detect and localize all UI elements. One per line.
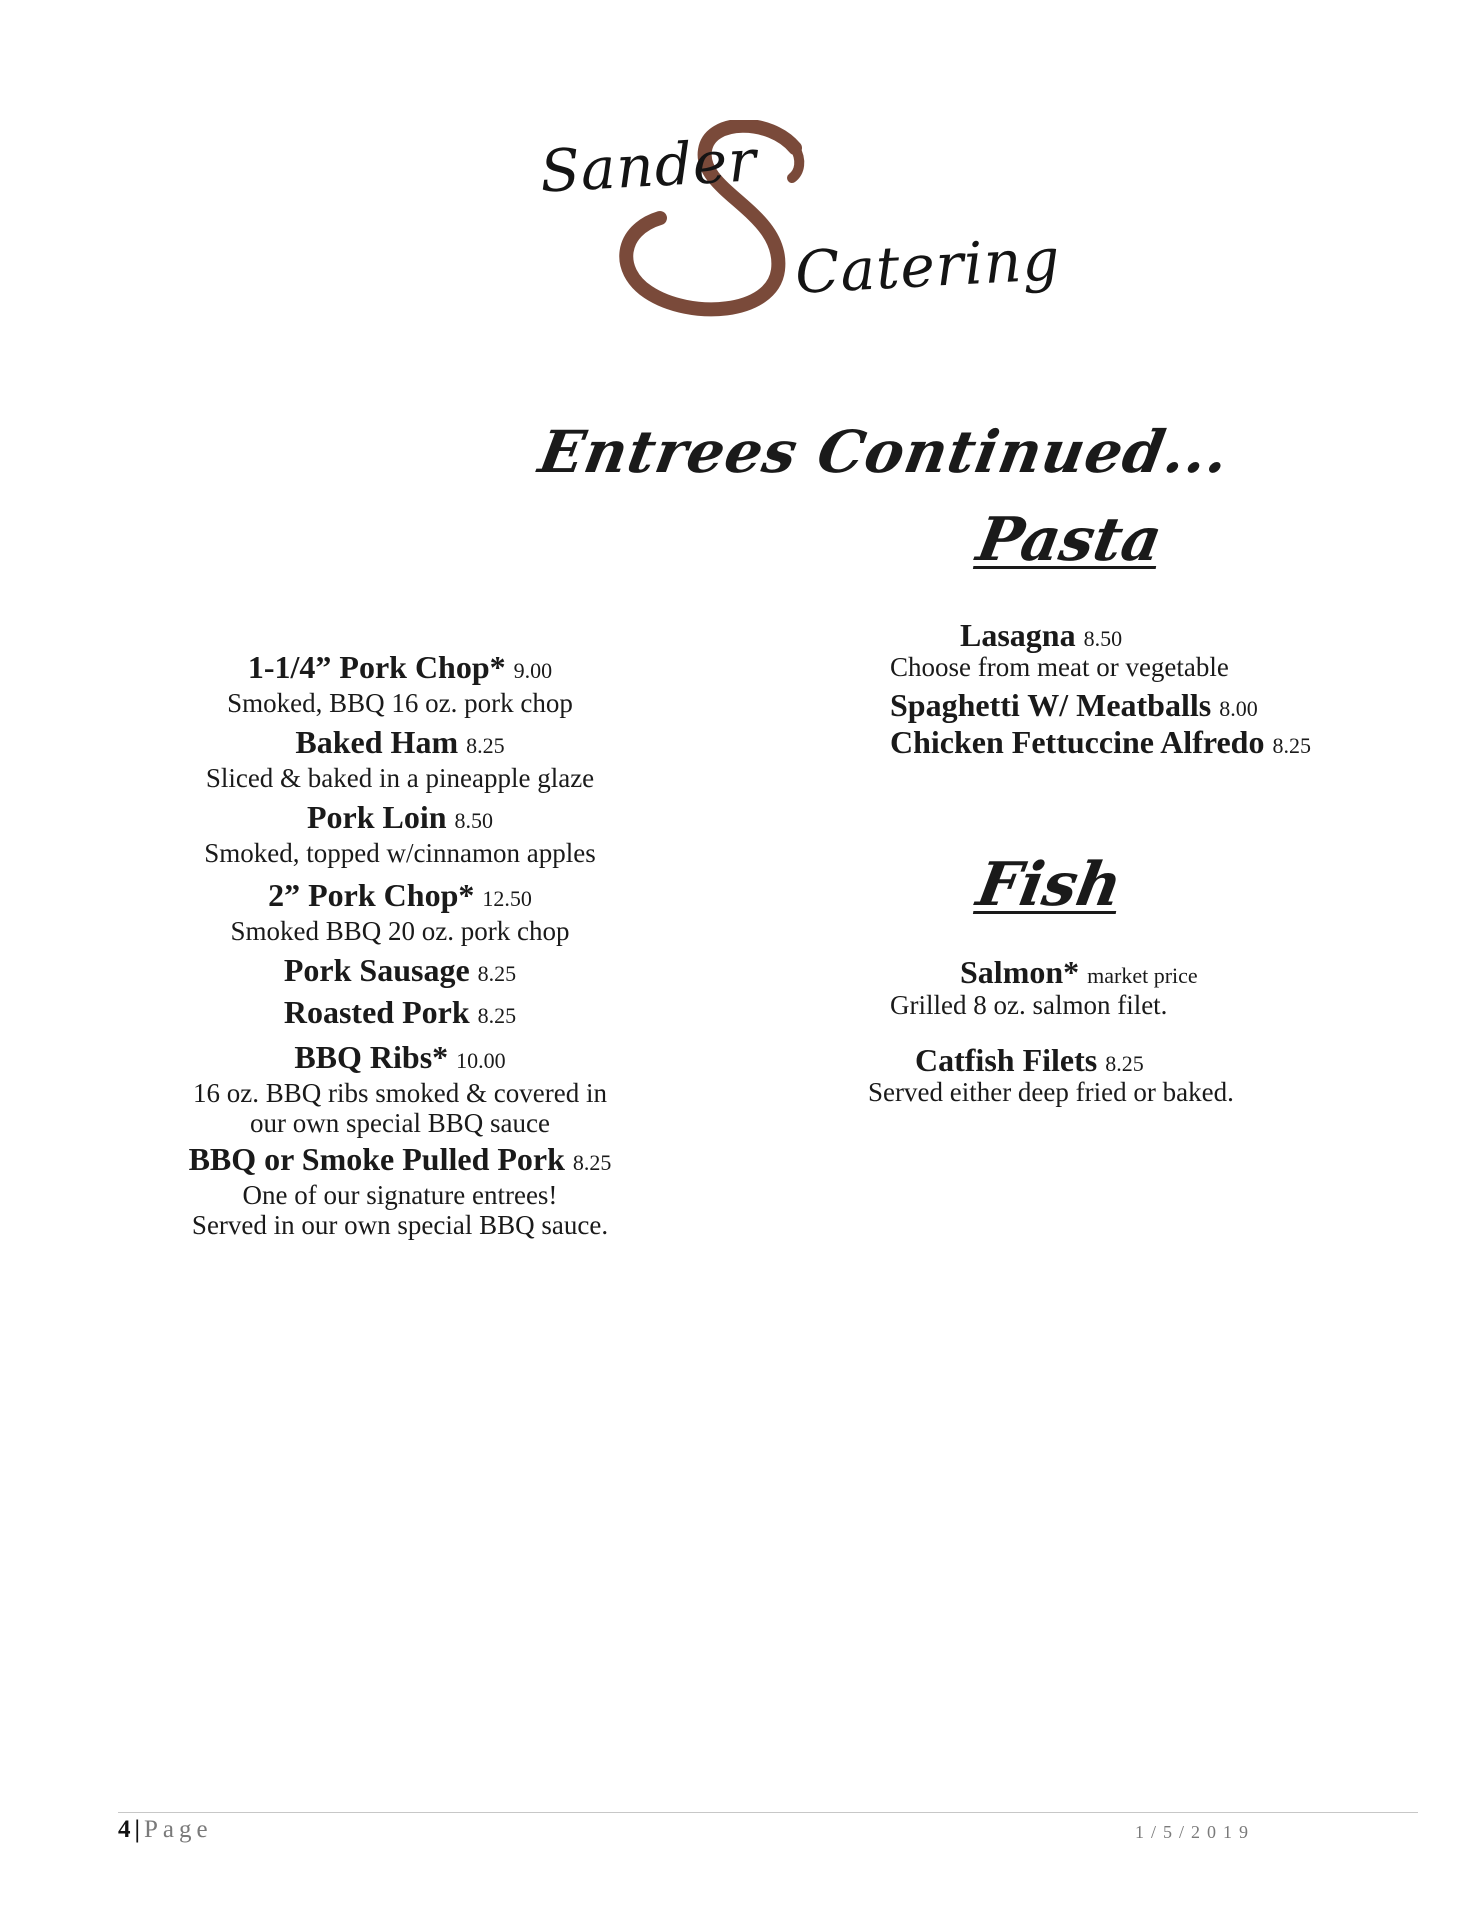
- menu-item: [960, 618, 1122, 656]
- item-description: Grilled 8 oz. salmon filet.: [890, 990, 1168, 1020]
- logo-word-sander: Sander: [538, 126, 759, 206]
- menu-item: [120, 1142, 680, 1240]
- item-price: 8.25: [572, 1150, 612, 1175]
- item-description: Smoked BBQ 20 oz. pork chop: [230, 916, 570, 946]
- item-price: 8.25: [1272, 733, 1311, 758]
- item-name: Salmon*: [960, 954, 1080, 990]
- item-description: Choose from meat or vegetable: [890, 652, 1229, 682]
- menu-item: [960, 955, 1198, 993]
- section-heading-pasta: Pasta: [971, 505, 1167, 575]
- item-description: One of our signature entrees!: [242, 1180, 558, 1210]
- section-heading-fish: Fish: [971, 850, 1127, 920]
- menu-item-description: [890, 990, 1167, 1020]
- item-description: Smoked, topped w/cinnamon apples: [204, 838, 596, 868]
- item-price: 9.00: [513, 658, 553, 683]
- menu-item: [120, 725, 680, 793]
- item-price: 8.00: [1219, 696, 1258, 721]
- menu-item: [120, 800, 680, 868]
- menu-item-description: [890, 652, 1229, 682]
- item-name: Chicken Fettuccine Alfredo: [890, 724, 1265, 760]
- item-price: 8.25: [477, 961, 517, 986]
- item-name: Baked Ham: [295, 724, 459, 760]
- page-separator: |: [134, 1816, 141, 1843]
- menu-item: [915, 1043, 1144, 1081]
- item-description: our own special BBQ sauce: [250, 1108, 550, 1138]
- footer-page-number: [118, 1816, 213, 1844]
- logo-word-catering: Catering: [793, 225, 1062, 307]
- item-price: 12.50: [482, 886, 532, 911]
- menu-item: [890, 688, 1258, 726]
- item-description: 16 oz. BBQ ribs smoked & covered in: [193, 1078, 607, 1108]
- item-name: Lasagna: [960, 617, 1076, 653]
- item-price: 8.25: [466, 733, 505, 758]
- item-price: 8.25: [1105, 1051, 1144, 1076]
- footer-date: 1/5/2019: [1135, 1822, 1256, 1842]
- item-name: BBQ or Smoke Pulled Pork: [188, 1141, 565, 1177]
- menu-item: [120, 878, 680, 946]
- item-description: Served either deep fried or baked.: [868, 1077, 1234, 1107]
- item-name: 2” Pork Chop*: [268, 877, 475, 913]
- menu-item-description: [868, 1077, 1234, 1107]
- page-label: Page: [144, 1816, 213, 1843]
- item-price: 8.50: [1083, 626, 1123, 651]
- item-price: market price: [1087, 963, 1198, 988]
- menu-item: [890, 725, 1311, 763]
- menu-item: [120, 953, 680, 991]
- item-name: Pork Loin: [306, 799, 447, 835]
- item-name: Spaghetti W/ Meatballs: [890, 687, 1212, 723]
- menu-item: [120, 650, 680, 718]
- item-name: BBQ Ribs*: [294, 1039, 449, 1075]
- item-price: 8.25: [477, 1003, 517, 1028]
- item-price: 10.00: [456, 1048, 506, 1073]
- item-description: Served in our own special BBQ sauce.: [191, 1210, 609, 1240]
- item-description: Sliced & baked in a pineapple glaze: [205, 763, 595, 793]
- menu-item: [120, 995, 680, 1033]
- menu-item: [120, 1040, 680, 1138]
- item-price: 8.50: [454, 808, 494, 833]
- page-title: Entrees Continued...: [534, 418, 1235, 486]
- item-name: Catfish Filets: [915, 1042, 1098, 1078]
- footer-divider: [118, 1812, 1418, 1813]
- item-description: Smoked, BBQ 16 oz. pork chop: [227, 688, 573, 718]
- item-name: 1-1/4” Pork Chop*: [247, 649, 506, 685]
- item-name: Pork Sausage: [283, 952, 470, 988]
- item-name: Roasted Pork: [283, 994, 470, 1030]
- page-number: 4: [118, 1816, 131, 1843]
- logo: [520, 120, 1062, 320]
